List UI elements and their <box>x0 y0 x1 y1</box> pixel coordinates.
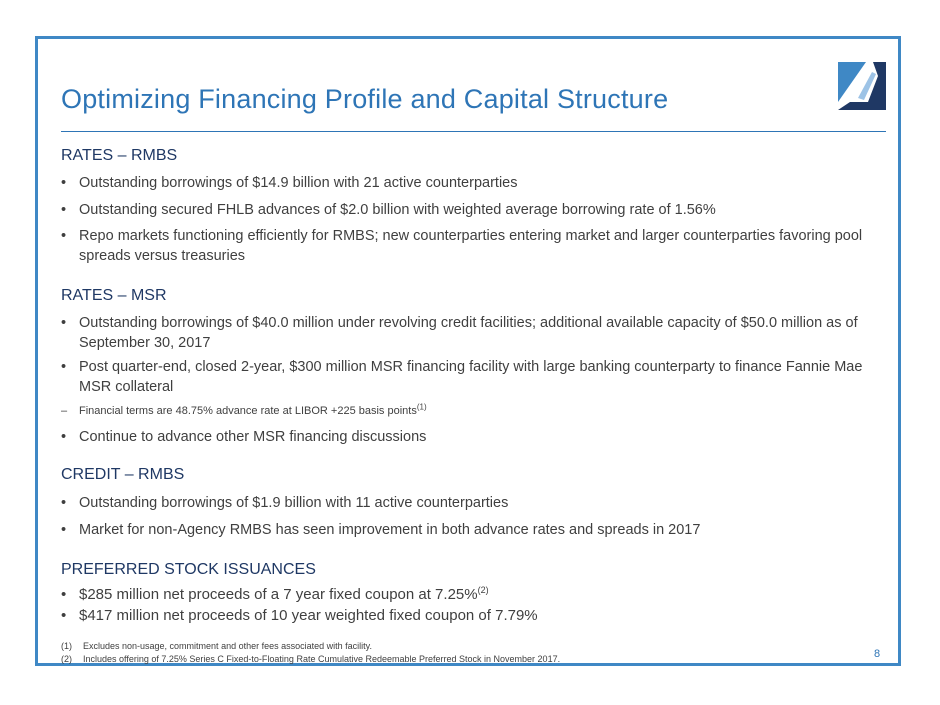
list-item: • Repo markets functioning efficiently for RMBS; new counterparties entering market and larger counterparties favoring pool spreads versus treasuries <box>61 228 863 264</box>
footnote: (2) Includes offering of 7.25% Series C Fixed-to-Floating Rate Cumulative Redeemable Preferred Stock in November 2017. <box>61 654 561 664</box>
list-item: • Outstanding secured FHLB advances of $2.0 billion with weighted average borrowing rate of 1.56% <box>61 202 716 218</box>
bullet-icon: • <box>61 175 67 191</box>
bullet-icon: • <box>61 586 67 603</box>
bullet-icon: • <box>61 607 67 624</box>
list-item: • Continue to advance other MSR financing discussions <box>61 429 427 445</box>
bullet-icon: • <box>61 522 67 538</box>
list-item: • Post quarter-end, closed 2-year, $300 million MSR financing facility with large banking counterparty to finance Fannie Mae MSR collateral <box>61 359 863 395</box>
section-heading-rates-msr: RATES – MSR <box>61 287 167 304</box>
list-item: • $285 million net proceeds of a 7 year fixed coupon at 7.25%$^{(2)}$ <box>61 585 489 603</box>
bullet-icon: • <box>61 359 67 375</box>
page-title: Optimizing Financing Profile and Capital Structure <box>61 84 669 114</box>
bullet-icon: • <box>61 228 67 244</box>
page-number: 8 <box>874 648 881 660</box>
list-item: • Outstanding borrowings of $14.9 billion with 21 active counterparties <box>61 175 518 191</box>
list-item: • Outstanding borrowings of $40.0 million under revolving credit facilities; additional available capacity of $50.0 million as of September 30, 2017 <box>61 315 858 351</box>
section-heading-credit-rmbs: CREDIT – RMBS <box>61 466 185 483</box>
bullet-icon: • <box>61 202 67 218</box>
title-divider <box>61 131 886 132</box>
list-item: • Outstanding borrowings of $1.9 billion with 11 active counterparties <box>61 495 509 511</box>
bullet-icon: • <box>61 495 67 511</box>
sub-list-item: – Financial terms are 48.75% advance rate at LIBOR +225 basis points$^{(1)}$ <box>61 402 427 417</box>
bullet-icon: • <box>61 429 67 445</box>
section-heading-rates-rmbs: RATES – RMBS <box>61 147 178 164</box>
brand-logo-icon <box>838 62 886 110</box>
section-heading-preferred-stock: PREFERRED STOCK ISSUANCES <box>61 561 316 578</box>
list-item: • $417 million net proceeds of 10 year weighted fixed coupon of 7.79% <box>61 607 538 624</box>
list-item: • Market for non-Agency RMBS has seen improvement in both advance rates and spreads in 2017 <box>61 522 701 538</box>
footnote: (1) Excludes non-usage, commitment and other fees associated with facility. <box>61 641 372 651</box>
bullet-icon: • <box>61 315 67 331</box>
dash-icon: – <box>61 405 68 417</box>
